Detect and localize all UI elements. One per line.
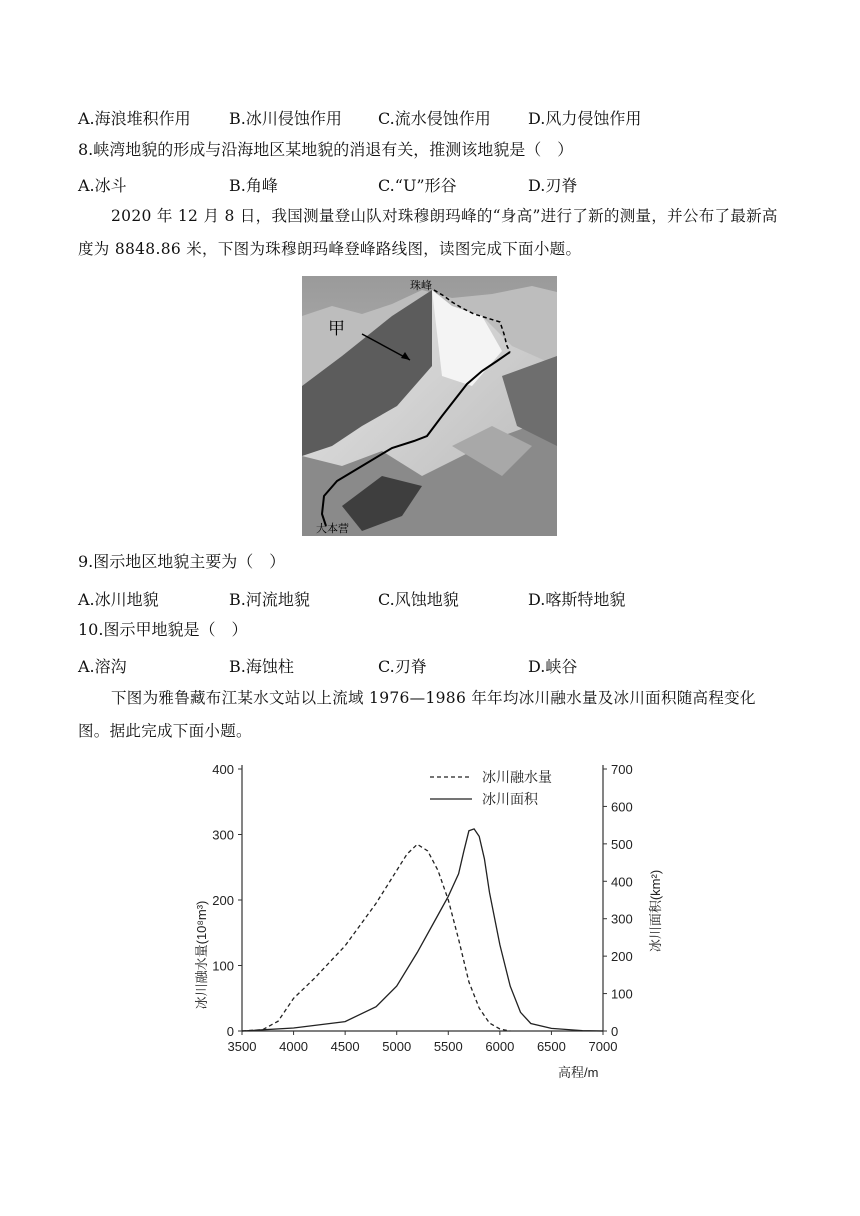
everest-intro: 2020 年 12 月 8 日，我国测量登山队对珠穆朗玛峰的“身高”进行了新的测量，并公布了最新高度为 8848.86 米，下图为珠穆朗玛峰登峰路线图，读图完成下面小题。	[78, 207, 778, 258]
q10-option-a[interactable]: A.溶沟	[78, 657, 127, 676]
q8-options	[78, 173, 778, 193]
q9-option-b[interactable]: B.河流地貌	[229, 590, 310, 609]
q8-stem: 8.峡湾地貌的形成与沿海地区某地貌的消退有关，推测该地貌是（ ）	[78, 140, 574, 159]
everest-route-photo	[302, 276, 557, 536]
x-tick-label: 5000	[382, 1039, 412, 1054]
x-tick-label: 6000	[485, 1039, 515, 1054]
q7-option-c[interactable]: C.流水侵蚀作用	[378, 109, 491, 128]
q9-stem: 9.图示地区地貌主要为（ ）	[78, 552, 286, 571]
right-tick-label: 0	[611, 1024, 619, 1039]
q10-option-b[interactable]: B.海蚀柱	[229, 657, 294, 676]
q8-option-b[interactable]: B.角峰	[229, 176, 278, 195]
right-tick-label: 300	[611, 911, 633, 927]
q7-options	[78, 106, 778, 126]
right-tick-label: 400	[611, 874, 633, 890]
x-tick-label: 7000	[588, 1039, 618, 1054]
legend-label-1: 冰川融水量	[482, 769, 552, 785]
x-tick-label: 4500	[330, 1039, 360, 1054]
left-tick-label: 400	[212, 762, 234, 777]
right-tick-label: 200	[611, 949, 633, 965]
q7-option-b[interactable]: B.冰川侵蚀作用	[229, 109, 342, 128]
chart-lines	[242, 829, 603, 1031]
right-tick-label: 100	[611, 986, 633, 1002]
right-tick-label: 500	[611, 836, 633, 852]
q9-option-d[interactable]: D.喀斯特地貌	[528, 590, 626, 609]
x-tick-label: 3500	[227, 1039, 257, 1054]
q7-option-a[interactable]: A.海浪堆积作用	[78, 109, 191, 128]
jia-label: 甲	[328, 319, 345, 339]
left-axis-label: 冰川融水量(10⁸m³)	[194, 900, 209, 1010]
q9-option-a[interactable]: A.冰川地貌	[78, 590, 159, 609]
left-tick-label: 0	[226, 1024, 234, 1039]
peak-label: 珠峰	[410, 279, 432, 292]
x-axis-label: 高程/m	[558, 1065, 599, 1080]
series-line-2	[242, 829, 603, 1031]
right-tick-label: 700	[611, 762, 633, 777]
x-tick-label: 6500	[536, 1039, 566, 1054]
right-tick-label: 600	[611, 799, 633, 815]
q10-option-c[interactable]: C.刃脊	[378, 657, 427, 676]
glacier-chart	[180, 755, 663, 1090]
q8-option-a[interactable]: A.冰斗	[78, 176, 127, 195]
glacier-intro: 下图为雅鲁藏布江某水文站以上流域 1976—1986 年年均冰川融水量及冰川面积随高程变化图。据此完成下面小题。	[78, 689, 756, 740]
chart-ticks	[212, 762, 632, 1054]
base-camp-label: 大本营	[316, 522, 349, 535]
q10-stem: 10.图示甲地貌是（ ）	[78, 620, 248, 639]
x-tick-label: 5500	[433, 1039, 463, 1054]
chart-legend	[430, 769, 552, 807]
x-tick-label: 4000	[279, 1039, 309, 1054]
q10-options	[78, 654, 778, 674]
q7-option-d[interactable]: D.风力侵蚀作用	[528, 109, 642, 128]
q10-option-d[interactable]: D.峡谷	[528, 657, 578, 676]
left-tick-label: 100	[212, 958, 234, 974]
q9-option-c[interactable]: C.风蚀地貌	[378, 590, 459, 609]
left-tick-label: 200	[212, 893, 234, 908]
legend-label-2: 冰川面积	[482, 791, 538, 807]
q8-option-c[interactable]: C.“U”形谷	[378, 176, 457, 195]
q8-option-d[interactable]: D.刃脊	[528, 176, 578, 195]
left-tick-label: 300	[212, 827, 234, 843]
chart-axes	[242, 765, 603, 1031]
series-line-1	[242, 844, 510, 1031]
q9-options	[78, 587, 778, 607]
right-axis-label: 冰川面积(km²)	[648, 869, 663, 953]
